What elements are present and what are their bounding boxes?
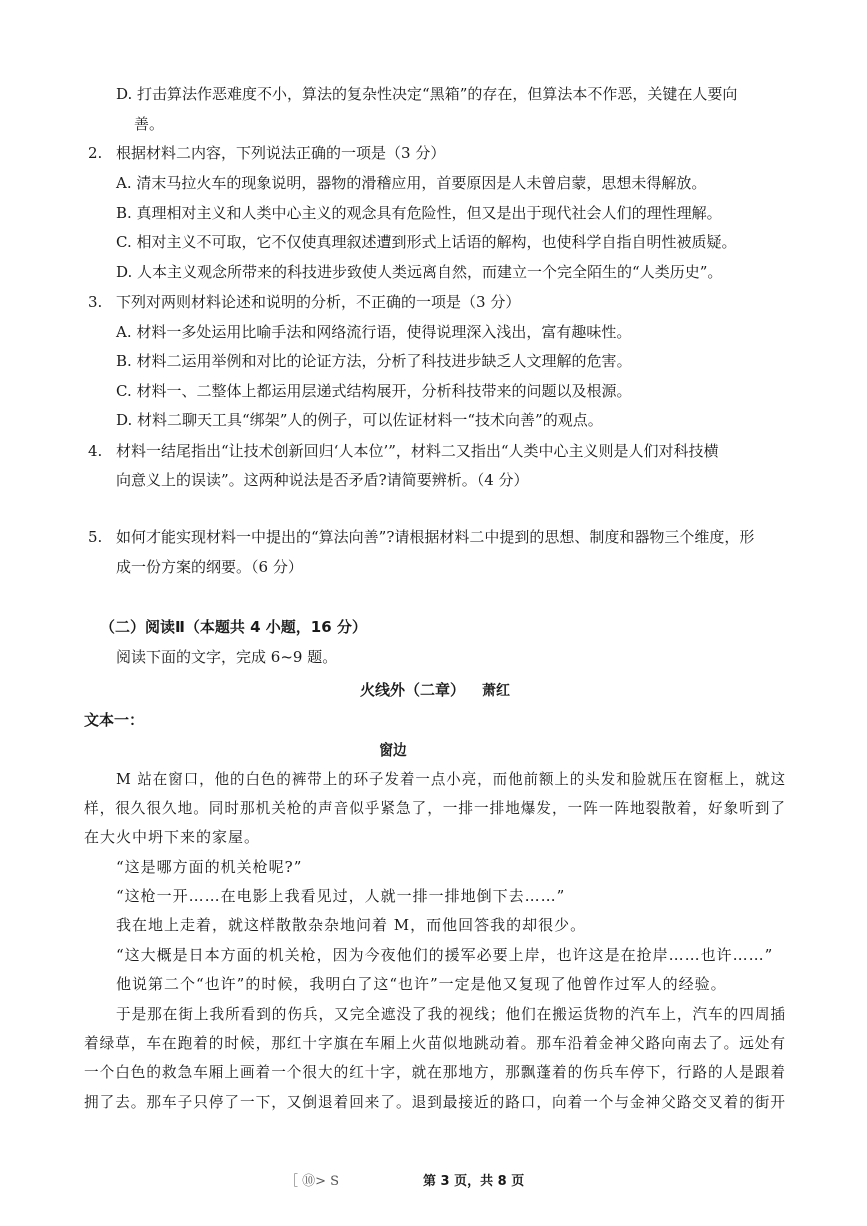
section-instruction: 阅读下面的文字，完成 6~9 题。 — [116, 648, 338, 666]
page-number: 第 3 页，共 8 页 — [423, 1174, 525, 1189]
section-heading: （二）阅读Ⅱ（本题共 4 小题，16 分） — [100, 618, 367, 636]
q2-option-a: A. 清末马拉火车的现象说明，器物的滑稽应用，首要原因是人未曾启蒙，思想未得解放。 — [116, 174, 707, 192]
story-line: “这是哪方面的机关枪呢?” — [116, 858, 303, 876]
story-line: “这大概是日本方面的机关枪，因为今夜他们的援军必要上岸，也许这是在抢岸……也许……” — [116, 946, 774, 964]
q2-option-b: B. 真理相对主义和人类中心主义的观念具有危险性，但又是出于现代社会人们的理性理解。 — [116, 204, 722, 222]
q4-line1: 材料一结尾指出“让技术创新回归‘人本位’”，材料二又指出“人类中心主义则是人们对科技横 — [116, 442, 719, 460]
story-line: “这枪一开……在电影上我看见过，人就一排一排地倒下去……” — [116, 887, 566, 905]
chapter-title: 窗边 — [379, 741, 407, 759]
q5-number: 5. — [88, 528, 103, 546]
q5-line2: 成一份方案的纲要。（6 分） — [116, 558, 303, 576]
author-name: 萧红 — [482, 683, 510, 699]
q3-stem: 下列对两则材料论述和说明的分析，不正确的一项是（3 分） — [116, 293, 521, 311]
q3-option-b: B. 材料二运用举例和对比的论证方法，分析了科技进步缺乏人文理解的危害。 — [116, 352, 632, 370]
q5-line1: 如何才能实现材料一中提出的“算法向善”?请根据材料二中提到的思想、制度和器物三个维度，形 — [116, 528, 755, 546]
q3-option-d: D. 材料二聊天工具“绑架”人的例子，可以佐证材料一“技术向善”的观点。 — [116, 411, 603, 429]
story-line: 拥了去。那车子只停了一下，又倒退着回来了。退到最接近的路口，向着一个与金神父路交叉着的街开 — [84, 1093, 787, 1111]
q3-option-c: C. 材料一、二整体上都运用层递式结构展开，分析科技带来的问题以及根源。 — [116, 382, 632, 400]
footer-code: ［ ⑩> S — [285, 1174, 340, 1189]
q2-option-d: D. 人本主义观念所带来的科技进步致使人类远离自然，而建立一个完全陌生的“人类历史”。 — [116, 263, 723, 281]
q4-line2: 向意义上的误读”。这两种说法是否矛盾?请简要辨析。（4 分） — [116, 471, 529, 489]
q2-stem: 根据材料二内容，下列说法正确的一项是（3 分） — [116, 144, 446, 162]
story-line: M 站在窗口，他的白色的裤带上的环子发着一点小亮，而他前额上的头发和脸就压在窗框上，就这 — [116, 770, 787, 788]
story-line: 样，很久很久地。同时那机关枪的声音似乎紧急了，一排一排地爆发，一阵一阵地裂散着，好象听到了 — [84, 799, 787, 817]
q1-option-d-line2: 善。 — [134, 115, 165, 133]
story-line: 着绿草，车在跑着的时候，那红十字旗在车厢上火苗似地跳动着。那车沿着金神父路向南去了。远处有 — [84, 1034, 787, 1052]
q4-number: 4. — [88, 442, 103, 460]
q3-option-a: A. 材料一多处运用比喻手法和网络流行语，使得说理深入浅出，富有趣味性。 — [116, 323, 632, 341]
q2-option-c: C. 相对主义不可取，它不仅使真理叙述遭到形式上话语的解构，也使科学自指自明性被质疑。 — [116, 233, 737, 251]
story-line: 他说第二个“也许”的时候，我明白了这“也许”一定是他又复现了他曾作过军人的经验。 — [116, 975, 727, 993]
q1-option-d-line1: D. 打击算法作恶难度不小，算法的复杂性决定“黑箱”的存在，但算法本不作恶，关键在人要向 — [116, 85, 738, 103]
work-title: 火线外（二章） — [360, 681, 466, 699]
story-line: 在大火中坍下来的家屋。 — [84, 828, 261, 846]
story-line: 我在地上走着，就这样散散杂杂地问着 M，而他回答我的却很少。 — [116, 916, 587, 934]
story-line: 于是那在街上我所看到的伤兵，又完全遮没了我的视线；他们在搬运货物的汽车上，汽车的四周插 — [116, 1005, 786, 1023]
q2-number: 2. — [88, 144, 103, 162]
text-label: 文本一： — [84, 711, 145, 729]
q3-number: 3. — [88, 293, 103, 311]
story-line: 一个白色的救急车厢上画着一个很大的红十字，就在那地方，那飘蓬着的伤兵车停下，行路的人是跟着 — [84, 1063, 787, 1081]
